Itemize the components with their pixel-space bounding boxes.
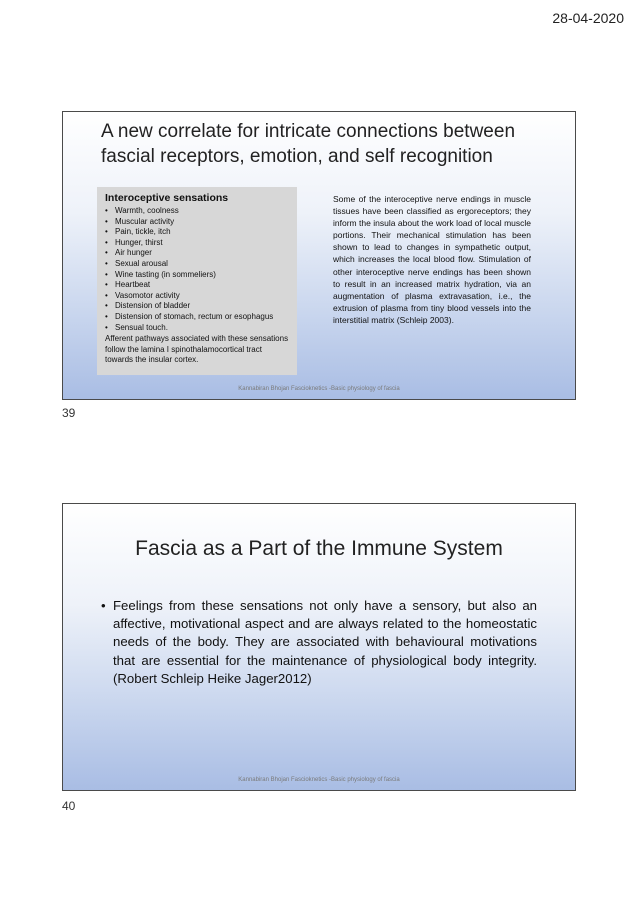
list-item: • Air hunger [105, 248, 291, 259]
list-item: • Vasomotor activity [105, 291, 291, 302]
slide-bullet-item [101, 597, 537, 688]
bullet-marker: • [101, 598, 106, 613]
figure-heading: Interoceptive sensations [105, 192, 229, 204]
list-item: • Distension of stomach, rectum or esophagus [105, 312, 291, 323]
bullet-text: Feelings from these sensations not only have a sensory, but also an affective, motivational aspect and are always related to the homeostatic needs of the body. They are associated with behavioural motivations that are essential for the maintenance of physiological body integrity. (Robert Schleip Heike Jager2012) [113, 598, 537, 686]
list-item: • Muscular activity [105, 217, 291, 228]
list-item: • Pain, tickle, itch [105, 227, 291, 238]
slide-title: Fascia as a Part of the Immune System [135, 537, 503, 560]
figure-note: Afferent pathways associated with these sensations follow the lamina I spinothalamocortical tract towards the insular cortex. [105, 334, 289, 365]
slide-footer: Kannabiran Bhojan Fascioknetics -Basic physiology of fascia [238, 386, 400, 392]
slide-footer: Kannabiran Bhojan Fascioknetics -Basic physiology of fascia [238, 777, 400, 783]
list-item: • Warmth, coolness [105, 206, 291, 217]
interoceptive-sensations-figure [97, 187, 297, 375]
slide-39 [62, 111, 576, 400]
list-item: • Heartbeat [105, 280, 291, 291]
list-item: • Wine tasting (in sommeliers) [105, 270, 291, 281]
slide-40 [62, 503, 576, 791]
list-item: • Sexual arousal [105, 259, 291, 270]
slide-number: 40 [62, 799, 76, 813]
slide-number: 39 [62, 406, 76, 420]
slide-title: A new correlate for intricate connections between fascial receptors, emotion, and self recognition [101, 121, 516, 167]
sensation-list [105, 206, 291, 333]
list-item: • Hunger, thirst [105, 238, 291, 249]
list-item: • Sensual touch. [105, 323, 291, 334]
print-date: 28-04-2020 [552, 10, 624, 26]
list-item: • Distension of bladder [105, 301, 291, 312]
slide-body-text: Some of the interoceptive nerve endings in muscle tissues have been classified as ergoreceptors; they inform the insula about the work load of local muscle portions. Their mechanical stimulation has been shown to lead to changes in sympathetic output, which increases the local blood flow. Stimulation of other interoceptive nerve endings has been shown to result in an increased matrix hydration, via an augmentation of plasma extravasation, i.e., the extrusion of plasma from tiny blood vessels into the interstitial matrix (Schleip 2003). [333, 194, 531, 325]
